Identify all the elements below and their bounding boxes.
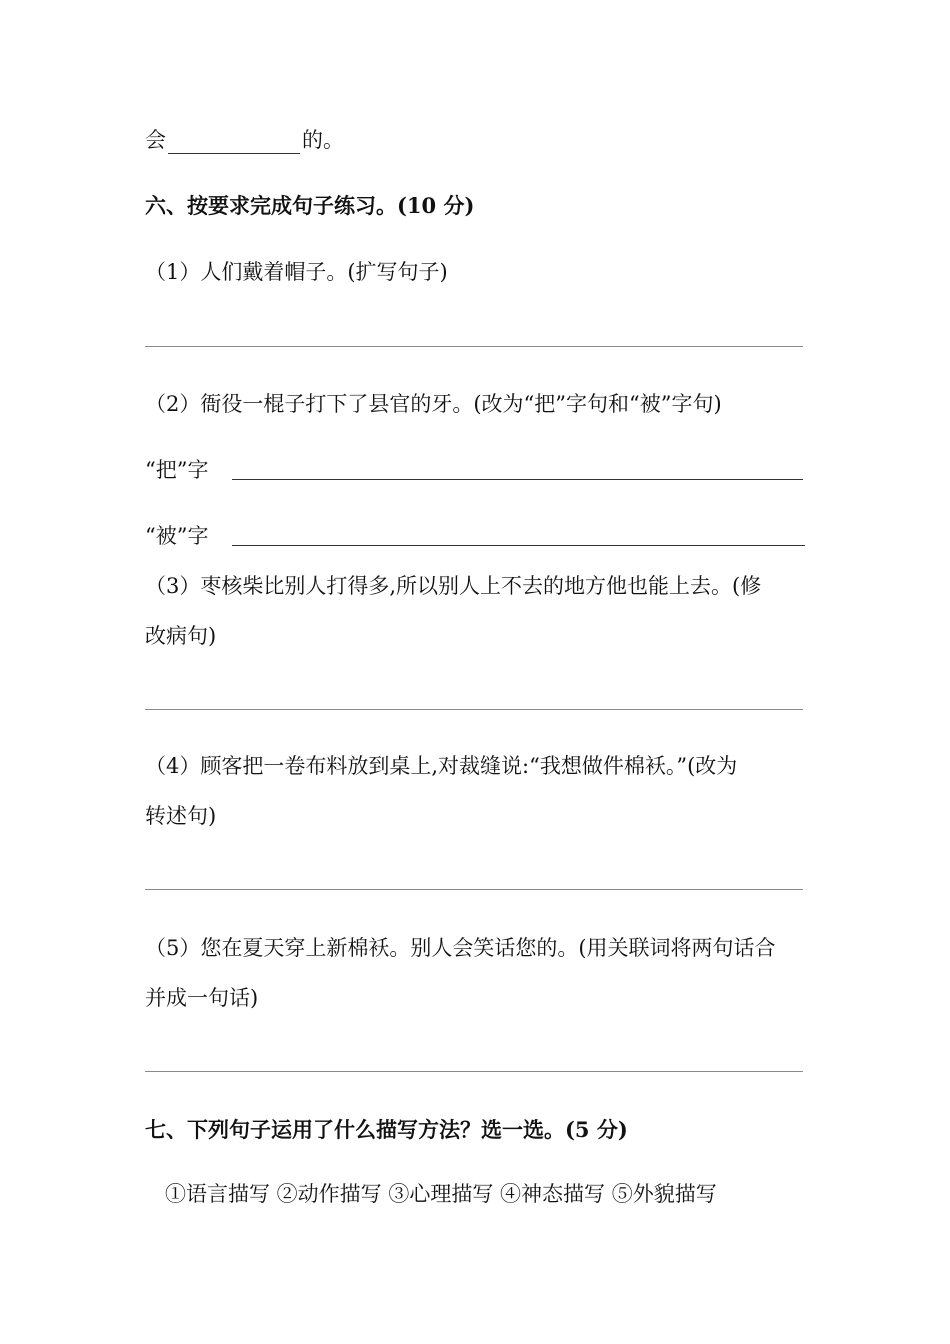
q3-text-line1: （3）枣核柴比别人打得多,所以别人上不去的地方他也能上去。(修: [145, 574, 762, 598]
q1-answer-line[interactable]: [145, 346, 803, 347]
q4-answer-line[interactable]: [145, 889, 803, 890]
q4-text-line1: （4）顾客把一卷布料放到桌上,对裁缝说:“我想做件棉袄。”(改为: [145, 754, 738, 778]
top-fill-blank[interactable]: [168, 133, 300, 154]
q5-answer-line[interactable]: [145, 1071, 803, 1072]
section7-options: ①语言描写 ②动作描写 ③心理描写 ④神态描写 ⑤外貌描写: [165, 1182, 717, 1206]
q5-text-line1: （5）您在夏天穿上新棉袄。别人会笑话您的。(用关联词将两句话合: [145, 936, 776, 960]
q3-answer-line[interactable]: [145, 709, 803, 710]
q4-text-line2: 转述句): [145, 804, 217, 828]
q2-text: （2）衙役一棍子打下了县官的牙。(改为“把”字句和“被”字句): [145, 392, 722, 416]
q5-text-line2: 并成一句话): [145, 986, 259, 1010]
q3-text-line2: 改病句): [145, 624, 217, 648]
top-fill-after: 的。: [302, 128, 344, 152]
q2-ba-answer-line[interactable]: [232, 479, 803, 480]
section7-heading: 七、下列句子运用了什么描写方法？选一选。(5 分): [145, 1117, 628, 1142]
section6-heading: 六、按要求完成句子练习。(10 分): [145, 193, 475, 218]
q2-bei-label: “被”字: [145, 524, 209, 548]
top-fill-before: 会: [145, 128, 166, 152]
q2-ba-label: “把”字: [145, 458, 209, 482]
q2-bei-answer-line[interactable]: [232, 545, 805, 546]
q1-text: （1）人们戴着帽子。(扩写句子): [145, 260, 448, 284]
top-fill-sentence: [145, 126, 344, 154]
